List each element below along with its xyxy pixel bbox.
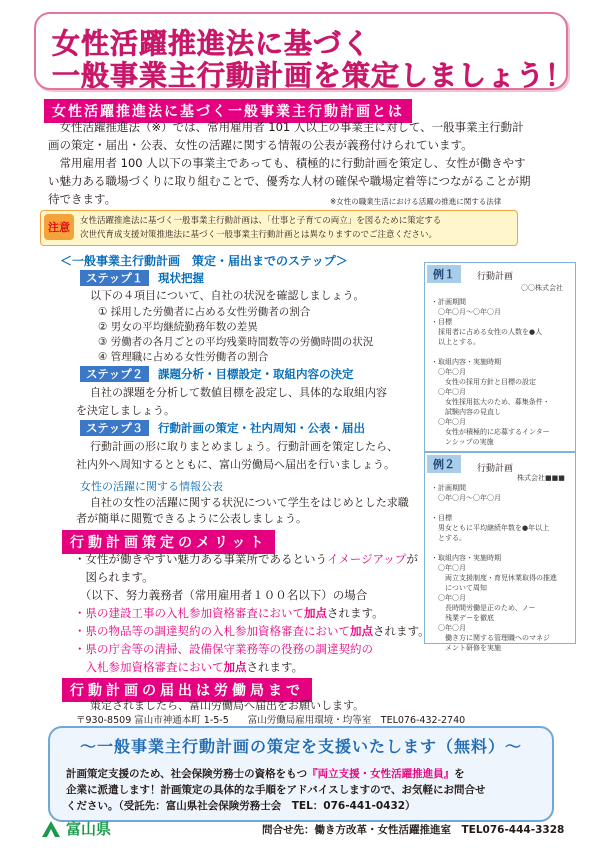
support-title: ～一般事業主行動計画の策定を支援いたします（無料）～ — [79, 737, 522, 756]
about-paragraph-line: 待できます。 — [48, 192, 117, 206]
example1-line: 〇年〇月 — [431, 418, 466, 426]
support-emphasis: 『両立支援・女性活躍推進員』 — [307, 768, 455, 780]
notice-badge: 注意 — [44, 214, 74, 240]
filing-address: 〒930-8509 富山市神通本町 1-5-5 富山労働局雇用環境・均等室 TEL076-432-2740 — [76, 715, 466, 726]
step2-label: ステップ２ — [80, 366, 149, 382]
support-line — [66, 766, 465, 781]
merit-text: ・女性が働きやすい魅力ある事業所であるという — [74, 552, 327, 566]
merit-item-services-2 — [74, 658, 303, 676]
prefecture-name: 富山県 — [66, 820, 112, 838]
example1-line — [431, 347, 550, 357]
step1-intro: 以下の４項目について、自社の状況を確認しましょう。 — [90, 289, 365, 302]
example2-tag: 例２ — [427, 455, 461, 473]
example1-line: ・目標 — [431, 318, 452, 326]
merit-text: が — [406, 552, 418, 566]
merit-text: （以下、努力義務者（常用雇用者１００名以下）の場合 — [74, 588, 368, 602]
step2-title: 課題分析・目標設定・取組内容の決定 — [158, 367, 354, 381]
title-box — [34, 12, 575, 92]
page-title-line1: 女性活躍推進法に基づく — [52, 27, 372, 60]
about-paragraph-line: 画の策定・届出・公表、女性の活躍に関する情報の公表が義務付けられています。 — [48, 138, 473, 152]
step1-item: ④ 管理職に占める女性労働者の割合 — [98, 351, 269, 363]
about-paragraph-line: 女性活躍推進法（※）では、常用雇用者 101 人以上の事業主に対して、一般事業主行動計 — [48, 120, 524, 134]
merit-item-services: ・県の庁舎等の清掃、設備保守業務等の役務の調達契約の — [74, 642, 373, 656]
step3-text: 行動計画の形に取りまとめましょう。行動計画を策定したら、 — [90, 440, 398, 453]
step1-label: ステップ１ — [80, 270, 149, 286]
example2-line: ・目標 — [431, 514, 452, 522]
step3-text: 社内外へ周知するとともに、富山労働局へ届出を行いましょう。 — [76, 458, 395, 471]
steps-heading: ＜一般事業主行動計画 策定・届出までのステップ＞ — [60, 254, 348, 268]
support-box — [48, 726, 554, 822]
example2-line: メント研修を実施 — [431, 644, 501, 652]
toyama-logo-icon — [40, 820, 62, 838]
example1-line: 〇年〇月 — [431, 368, 466, 376]
example1-line: 〇年〇月～〇年〇月 — [431, 308, 501, 316]
example1-line: ・計画期間 — [431, 298, 466, 306]
section-heading-about: 女性活躍推進法に基づく一般事業主行動計画とは — [44, 99, 412, 123]
section-heading-merit: 行動計画策定のメリット — [62, 530, 275, 554]
merit-item-image — [74, 550, 418, 568]
example2-line: 残業デーを徹底 — [431, 614, 494, 622]
example2-line: 働き方に関する管理職へのマネジ — [431, 634, 550, 642]
support-text: 計画策定支援のため、社会保険労務士の資格をもつ — [66, 768, 308, 780]
step3-label: ステップ３ — [80, 420, 149, 436]
example2-line: ・計画期間 — [431, 484, 466, 492]
support-line: 企業に派遣します！計画策定の具体的な手順をアドバイスしますので、お気軽にお問合せ — [66, 784, 486, 796]
example1-line: 以上とする。 — [431, 338, 480, 346]
filing-text: 策定されましたら、富山労働局へ届出をお願いします。 — [90, 699, 365, 712]
notice-line: 女性活躍推進法に基づく一般事業主行動計画は、「仕事と子育ての両立」を図るために策定する — [80, 216, 442, 226]
support-line: ください。（受託先：富山県社会保険労務士会 TEL：076-441-0432） — [66, 800, 416, 812]
about-paragraph-line: い魅力ある職場づくりに取り組むことで、優秀な人材の確保や職場定着等につながることが期 — [48, 174, 531, 188]
prefecture-logo — [40, 818, 111, 839]
example1-line: 女性の採用方針と目標の設定 — [431, 378, 536, 386]
example1-line: ・取組内容・実施時期 — [431, 358, 501, 366]
about-paragraph-line: 常用雇用者 100 人以下の事業主であっても、積極的に行動計画を策定し、女性が働きやす — [48, 156, 526, 170]
example2-line — [431, 543, 557, 553]
merit-text: されます。 — [327, 606, 384, 620]
notice-line: 次世代育成支援対策推進法に基づく一般事業主行動計画とは異なりますのでご注意ください。 — [80, 230, 438, 240]
support-text: を — [454, 768, 465, 780]
example2-box — [424, 452, 576, 652]
example1-line: 女性が積極的に応募するインター — [431, 428, 550, 436]
step1-title: 現状把握 — [158, 271, 204, 285]
merit-emphasis: 加点 — [223, 660, 247, 674]
example1-line: 採用者に占める女性の人数を●人 — [431, 328, 543, 336]
step2-text: を決定しましょう。 — [76, 404, 175, 417]
example2-line: とする。 — [431, 534, 466, 542]
step1-item: ③ 労働者の各月ごとの平均残業時間数等の労働時間の状況 — [98, 336, 374, 348]
example2-line — [431, 503, 557, 513]
merit-text: 入札参加資格審査において — [74, 660, 224, 674]
example1-body — [431, 297, 550, 447]
merit-emphasis: 加点 — [350, 624, 373, 638]
example2-line: 男女ともに平均継続年数を●年以上 — [431, 524, 550, 532]
example2-line: 〇年〇月 — [431, 624, 466, 632]
example1-company: 〇〇株式会社 — [521, 284, 563, 292]
example1-line: 〇年〇月 — [431, 388, 466, 396]
merit-item-construction — [74, 604, 384, 622]
merit-emphasis: 加点 — [304, 606, 327, 620]
contact-info: 問合せ先：働き方改革・女性活躍推進室 TEL076-444-3328 — [262, 824, 565, 836]
example2-title: 行動計画 — [477, 464, 514, 474]
step3-title: 行動計画の策定・社内周知・公表・届出 — [158, 421, 365, 435]
info-disclosure-text: 者が簡単に閲覧できるように公表しましょう。 — [76, 512, 307, 525]
info-disclosure-text: 自社の女性の活躍に関する状況について学生をはじめとした求職 — [90, 496, 409, 509]
merit-text: されます。 — [373, 624, 430, 638]
example2-body — [431, 483, 557, 653]
page-title-line2: 一般事業主行動計画を策定しましょう！ — [52, 59, 575, 92]
step1-item: ② 男女の平均継続勤務年数の差異 — [98, 321, 258, 333]
example1-line: 試験内容の見直し — [431, 408, 501, 416]
merit-text: されます。 — [246, 660, 304, 674]
example2-line: 〇年〇月 — [431, 564, 466, 572]
example2-line: 長時間労働是正のため、ノー — [431, 604, 536, 612]
example2-line: ・取組内容・実施時期 — [431, 554, 501, 562]
merit-item-goods — [74, 622, 430, 640]
example2-line: 〇年〇月 — [431, 594, 466, 602]
step2-text: 自社の課題を分析して数値目標を設定し、具体的な取組内容 — [90, 386, 387, 399]
example1-box — [424, 262, 576, 452]
example1-tag: 例１ — [427, 265, 461, 283]
merit-emphasis: イメージアップ — [327, 552, 407, 566]
merit-text: ・県の建設工事の入札参加資格審査において — [74, 606, 304, 620]
example1-line: ンシップの実施 — [431, 438, 494, 446]
example2-line: 〇年〇月～〇年〇月 — [431, 494, 501, 502]
step1-item: ① 採用した労働者に占める女性労働者の割合 — [98, 306, 311, 318]
section-heading-filing: 行動計画の届出は労働局まで — [62, 678, 312, 702]
example1-title: 行動計画 — [477, 272, 514, 282]
merit-text: 図られます。 — [74, 570, 154, 584]
example1-line: 女性採用拡大のため、募集条件・ — [431, 398, 550, 406]
law-footnote: ※女性の職業生活における活躍の推進に関する法律 — [330, 197, 502, 206]
example2-company: 株式会社■■■ — [517, 474, 565, 482]
example2-line: 両立支援制度・育児休業取得の推進 — [431, 574, 557, 582]
merit-text: ・県の物品等の調達契約の入札参加資格審査において — [74, 624, 350, 638]
info-disclosure-title: 女性の活躍に関する情報公表 — [80, 480, 223, 493]
example2-line: について周知 — [431, 584, 487, 592]
